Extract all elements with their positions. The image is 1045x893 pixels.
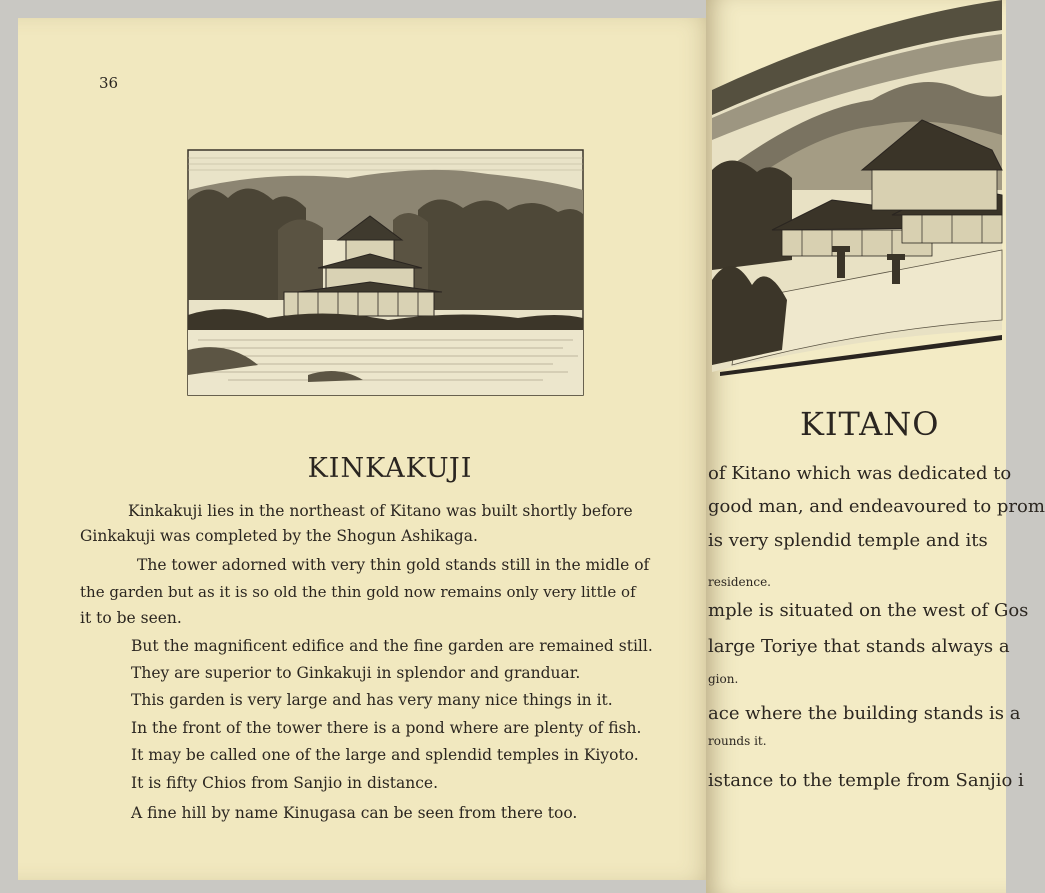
right-line: residence. xyxy=(708,575,771,589)
body-line: the garden but as it is so old the thin gold now remains only very little of xyxy=(80,583,636,601)
body-line: In the front of the tower there is a pond where are plenty of fish. xyxy=(131,719,642,737)
right-line: ace where the building stands is a xyxy=(708,703,1021,724)
right-line: good man, and endeavoured to prom xyxy=(708,496,1045,517)
kitano-engraving xyxy=(712,0,1002,372)
body-line: It may be called one of the large and splendid temples in Kiyoto. xyxy=(131,746,639,764)
body-line: it to be seen. xyxy=(80,609,182,627)
right-line: mple is situated on the west of Gos xyxy=(708,600,1029,621)
page-title-kitano: KITANO xyxy=(800,405,940,443)
right-line: of Kitano which was dedicated to xyxy=(708,463,1012,484)
right-line: gion. xyxy=(708,672,739,686)
body-line: They are superior to Ginkakuji in splendor and granduar. xyxy=(131,664,581,682)
page-title-kinkakuji: KINKAKUJI xyxy=(307,453,473,484)
body-line: Kinkakuji lies in the northeast of Kitano was built shortly before xyxy=(128,502,633,520)
body-line: It is fifty Chios from Sanjio in distance. xyxy=(131,774,439,792)
kinkakuji-engraving xyxy=(188,150,583,395)
body-line: This garden is very large and has very many nice things in it. xyxy=(131,691,613,709)
page-number: 36 xyxy=(99,74,119,92)
body-line: The tower adorned with very thin gold stands still in the midle of xyxy=(137,556,650,574)
right-line: is very splendid temple and its xyxy=(708,530,988,551)
right-line: istance to the temple from Sanjio i xyxy=(708,770,1024,791)
body-line: Ginkakuji was completed by the Shogun Ashikaga. xyxy=(80,527,478,545)
body-line: But the magnificent edifice and the fine garden are remained still. xyxy=(131,637,653,655)
body-line: A fine hill by name Kinugasa can be seen from there too. xyxy=(131,804,578,822)
right-line: large Toriye that stands always a xyxy=(708,636,1010,657)
right-line: rounds it. xyxy=(708,734,767,748)
